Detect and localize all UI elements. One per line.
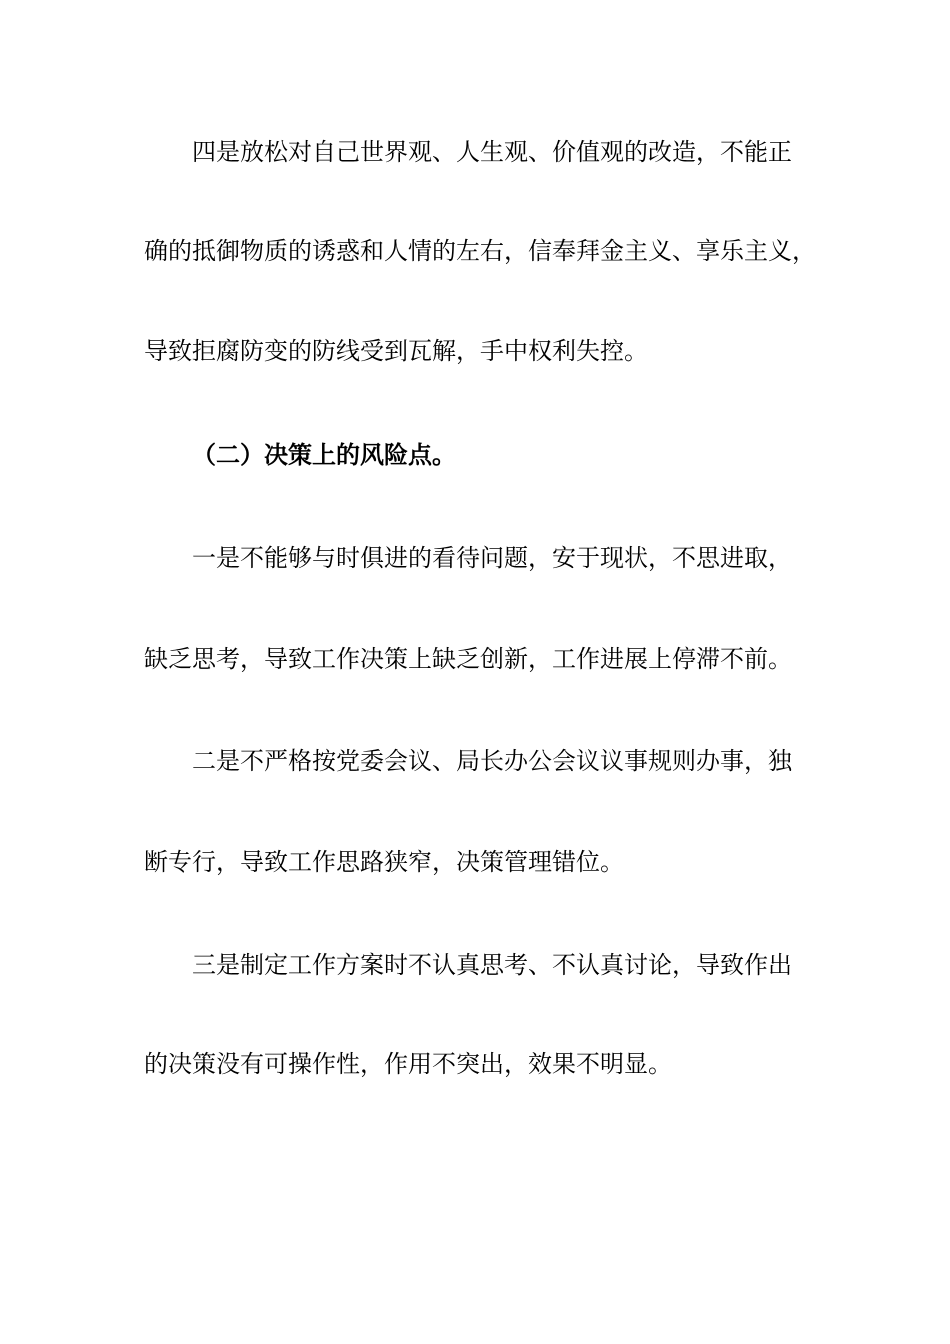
paragraph-2-line-2: 断专行，导致工作思路狭窄，决策管理错位。: [144, 848, 624, 876]
paragraph-4-line-3: 导致拒腐防变的防线受到瓦解，手中权利失控。: [144, 337, 648, 365]
paragraph-4-line-1: 四是放松对自己世界观、人生观、价值观的改造，不能正: [192, 138, 792, 166]
paragraph-1-line-2: 缺乏思考，导致工作决策上缺乏创新，工作进展上停滞不前。: [144, 645, 792, 673]
paragraph-4-line-2: 确的抵御物质的诱惑和人情的左右，信奉拜金主义、享乐主义，: [144, 237, 816, 265]
paragraph-3-line-2: 的决策没有可操作性，作用不突出，效果不明显。: [144, 1050, 672, 1078]
paragraph-3-line-1: 三是制定工作方案时不认真思考、不认真讨论，导致作出: [192, 951, 792, 979]
paragraph-2-line-1: 二是不严格按党委会议、局长办公会议议事规则办事，独: [192, 747, 792, 775]
section-heading-decision-risks: （二）决策上的风险点。: [192, 441, 456, 469]
paragraph-1-line-1: 一是不能够与时俱进的看待问题，安于现状，不思进取，: [192, 544, 792, 572]
